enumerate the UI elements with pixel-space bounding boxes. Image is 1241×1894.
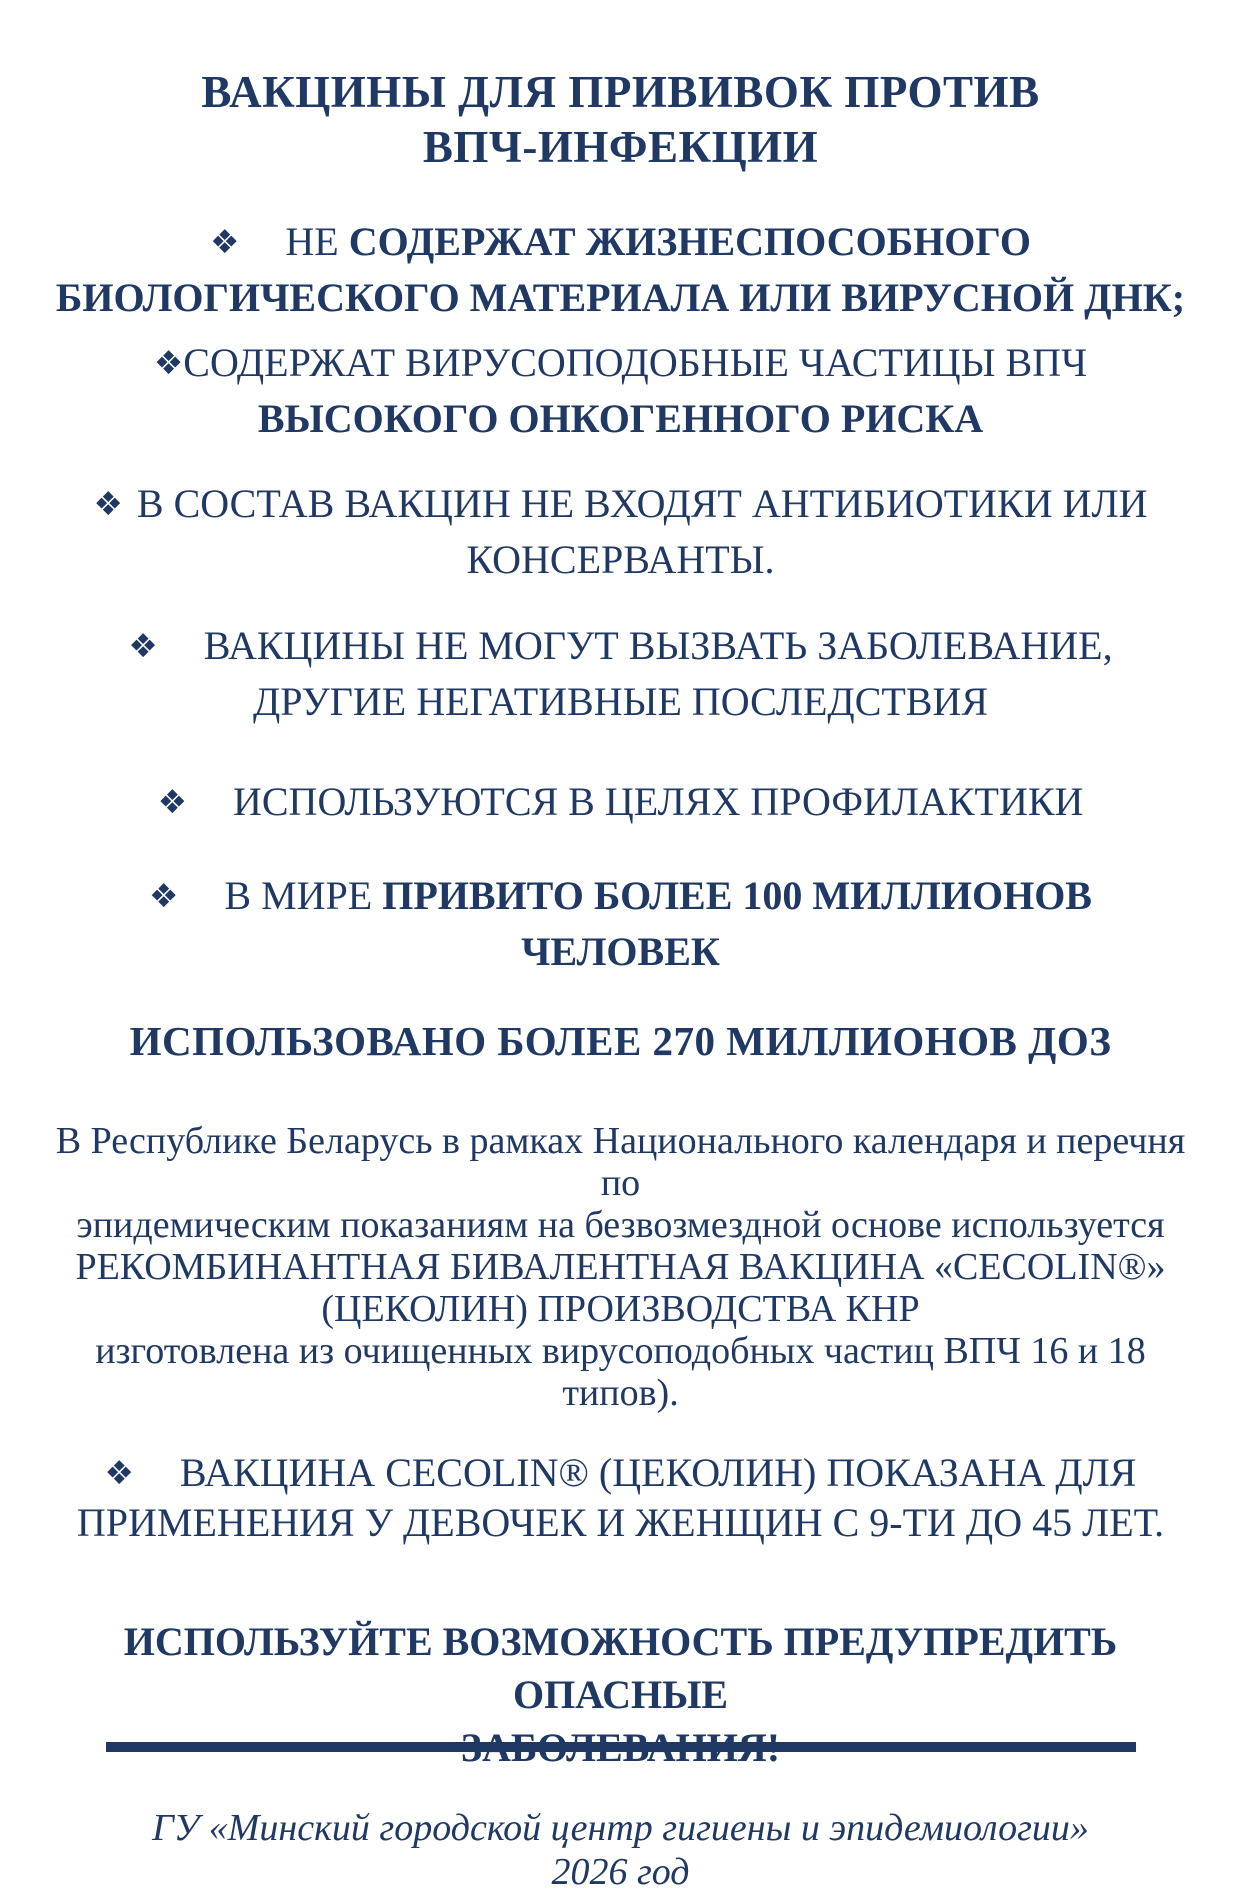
diamond-bullet-icon: ❖ bbox=[128, 627, 158, 665]
bullet-text-normal: В МИРЕ bbox=[224, 873, 383, 918]
bullet-text-normal: ВАКЦИНЫ НЕ МОГУТ ВЫЗВАТЬ ЗАБОЛЕВАНИЕ, bbox=[203, 623, 1113, 668]
bullet-text-normal: ВАКЦИНА CECOLIN® (ЦЕКОЛИН) ПОКАЗАНА ДЛЯ bbox=[179, 1450, 1137, 1495]
cta-line1: ИСПОЛЬЗУЙТЕ ВОЗМОЖНОСТЬ ПРЕДУПРЕДИТЬ ОПАСНЫЕ bbox=[123, 1619, 1118, 1717]
paragraph-line4: (ЦЕКОЛИН) ПРОИЗВОДСТВА КНР bbox=[321, 1288, 920, 1330]
paragraph-line1: В Республике Беларусь в рамках Национального календаря и перечня по bbox=[55, 1120, 1186, 1204]
bullet-text-normal: СОДЕРЖАТ ВИРУСОПОДОБНЫЕ ЧАСТИЦЫ ВПЧ bbox=[183, 340, 1088, 385]
footer-attribution bbox=[48, 1806, 1193, 1894]
paragraph-line3: РЕКОМБИНАНТНАЯ БИВАЛЕНТНАЯ ВАКЦИНА «CECOLIN®» bbox=[75, 1246, 1166, 1288]
page-title bbox=[48, 65, 1193, 175]
diamond-bullet-icon: ❖ bbox=[153, 344, 184, 382]
doses-statement: ИСПОЛЬЗОВАНО БОЛЕЕ 270 МИЛЛИОНОВ ДОЗ bbox=[129, 1018, 1112, 1064]
paragraph-line2: эпидемическим показаниям на безвозмездной основе используется bbox=[76, 1204, 1165, 1246]
bullet-100-million-vaccinated bbox=[48, 869, 1193, 978]
diamond-bullet-icon: ❖ bbox=[148, 877, 179, 915]
page-bottom-bar bbox=[106, 1742, 1136, 1752]
footer-year: 2026 год bbox=[551, 1851, 690, 1893]
bullet-cecolin-indication bbox=[48, 1449, 1193, 1547]
bullet-text-normal: В СОСТАВ ВАКЦИН НЕ ВХОДЯТ АНТИБИОТИКИ ИЛИ bbox=[136, 481, 1148, 526]
belarus-vaccine-paragraph bbox=[48, 1120, 1193, 1414]
bullet-text-bold: СОДЕРЖАТ ЖИЗНЕСПОСОБНОГО bbox=[348, 219, 1031, 264]
bullet-text-normal: ПРИМЕНЕНИЯ У ДЕВОЧЕК И ЖЕНЩИН С 9-ТИ ДО 45 ЛЕТ. bbox=[76, 1500, 1165, 1545]
bullet-text-bold: ВЫСОКОГО ОНКОГЕННОГО РИСКА bbox=[257, 396, 984, 441]
diamond-bullet-icon: ❖ bbox=[104, 1454, 134, 1492]
bullet-text-bold: БИОЛОГИЧЕСКОГО МАТЕРИАЛА ИЛИ ВИРУСНОЙ ДНК; bbox=[55, 275, 1186, 320]
bullet-text-normal: НЕ bbox=[285, 219, 349, 264]
bullet-no-antibiotics bbox=[48, 477, 1193, 586]
paragraph-line5: изготовлена из очищенных вирусоподобных частиц ВПЧ 16 и 18 типов). bbox=[95, 1330, 1146, 1414]
bullet-text-normal: ИСПОЛЬЗУЮТСЯ В ЦЕЛЯХ ПРОФИЛАКТИКИ bbox=[232, 779, 1084, 824]
bullet-no-viable-material bbox=[48, 215, 1193, 324]
bullet-cannot-cause-disease bbox=[48, 619, 1193, 728]
bullet-text-bold: ПРИВИТО БОЛЕЕ 100 МИЛЛИОНОВ bbox=[382, 873, 1092, 918]
page-title-line1: ВАКЦИНЫ ДЛЯ ПРИВИВОК ПРОТИВ bbox=[201, 67, 1040, 117]
diamond-bullet-icon: ❖ bbox=[93, 485, 123, 523]
diamond-bullet-icon: ❖ bbox=[157, 783, 187, 821]
page-title-line2: ВПЧ-ИНФЕКЦИИ bbox=[422, 122, 819, 172]
footer-organization: ГУ «Минский городской центр гигиены и эпидемиологии» bbox=[152, 1807, 1089, 1849]
bullet-prevention-purpose bbox=[48, 775, 1193, 831]
bullet-text-bold: ЧЕЛОВЕК bbox=[521, 929, 720, 974]
bullet-virus-like-particles bbox=[48, 336, 1193, 445]
bullet-text-normal: ДРУГИЕ НЕГАТИВНЫЕ ПОСЛЕДСТВИЯ bbox=[252, 679, 989, 724]
diamond-bullet-icon: ❖ bbox=[210, 223, 240, 261]
bullet-text-normal: КОНСЕРВАНТЫ. bbox=[466, 537, 775, 582]
